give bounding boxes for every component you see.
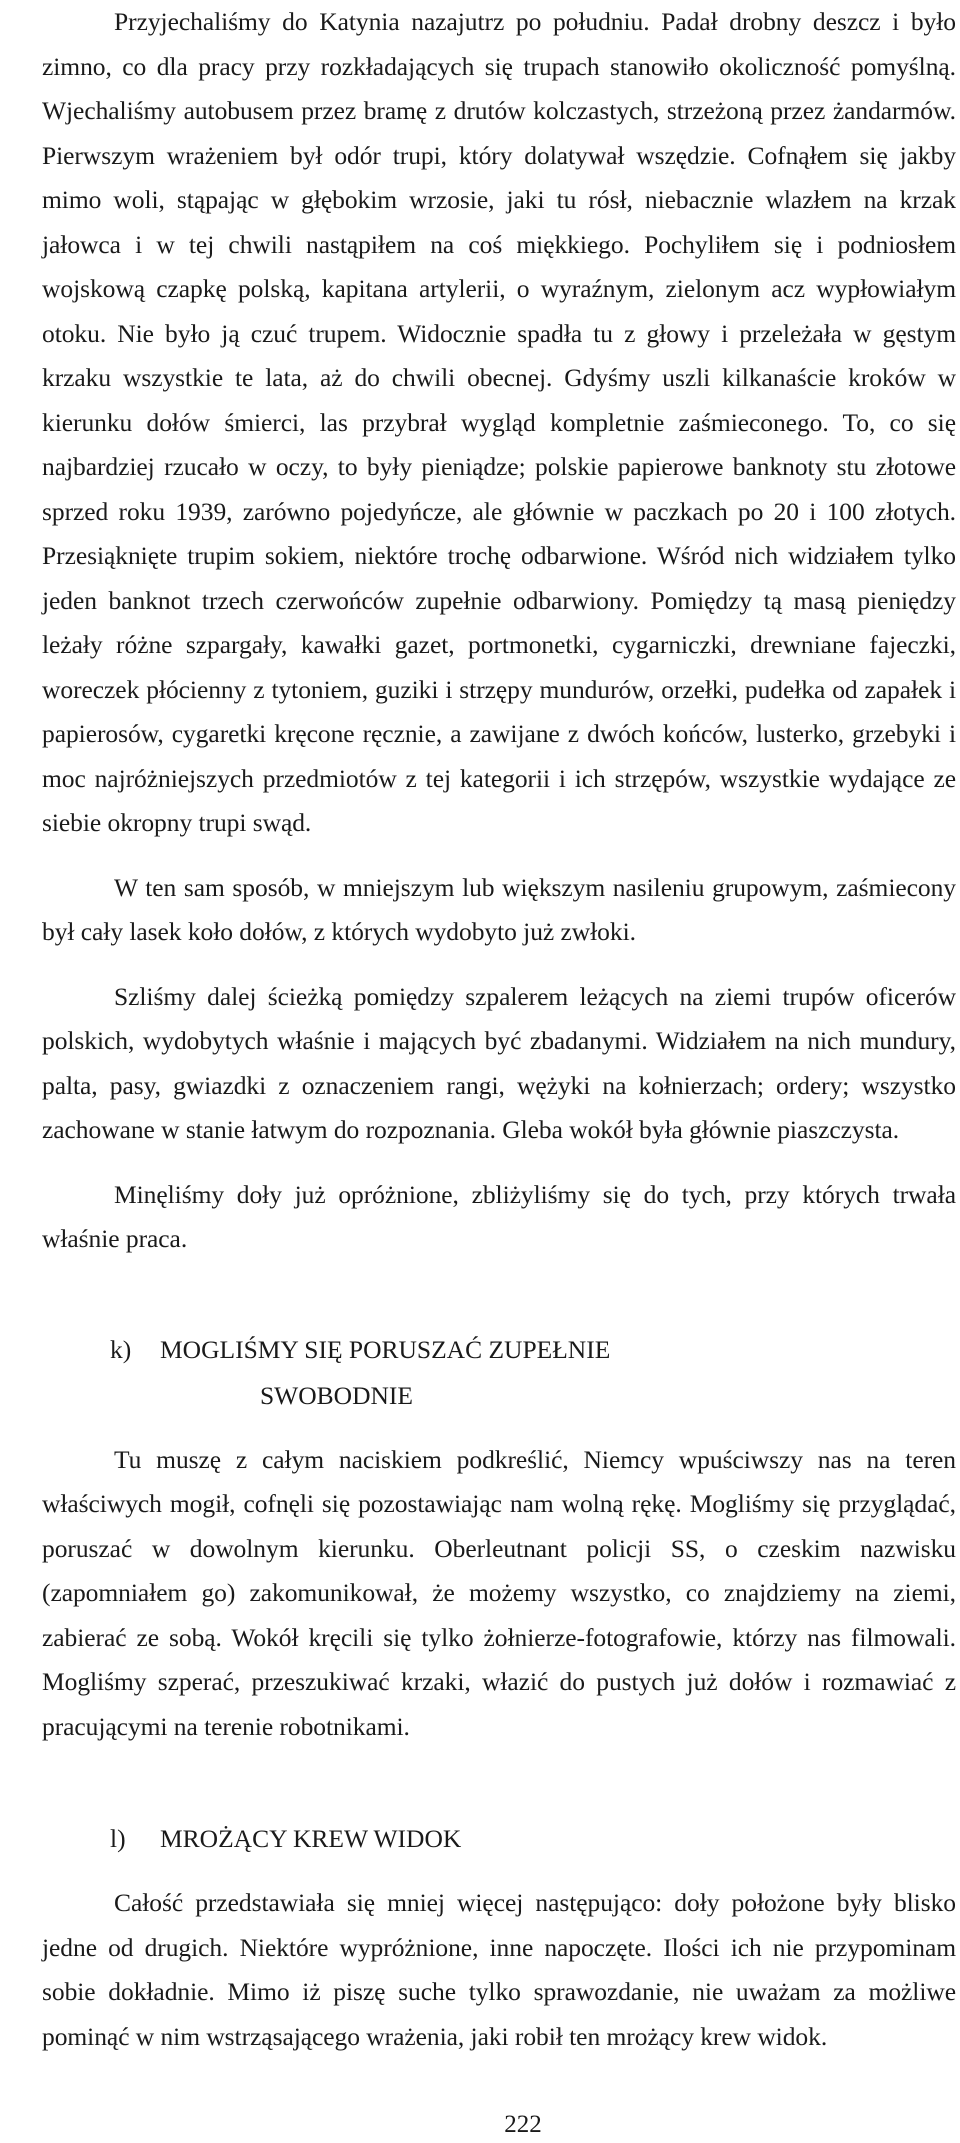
paragraph-chilling-view: Całość przedstawiała się mniej więcej następująco: doły położone były blisko jedne od drugich. Niektóre wypróżnione, inne napoczęte. Ilości ich nie przypominam sobie dokładnie. Mimo iż piszę suche tylko sprawozdanie, nie uważam za możliwe pominąć w nim wstrząsającego wrażenia, jaki robił ten mrożący krew widok. [42,1888,956,2051]
paragraph-officers-bodies: Szliśmy dalej ścieżką pomiędzy szpalerem leżących na ziemi trupów oficerów polskich, wydobytych właśnie i mających być zbadanymi. Widziałem na nich mundury, palta, pasy, gwiazdki z oznaczeniem rangi, wężyki na kołnierzach; ordery; wszystko zachowane w stanie łatwym do rozpoznania. Gleba wokół była głównie piaszczysta. [42,981,956,1144]
paragraph-free-movement: Tu muszę z całym naciskiem podkreślić, Niemcy wpuściwszy nas na teren właściwych mogił, cofnęli się pozostawiając nam wolną rękę. Mogliśmy się przyglądać, poruszać w dowolnym kierunku. Oberleutnant policji SS, o czeskim nazwisku (zapomniałem go) zakomunikował, że możemy wszystko, co znajdziemy na ziemi, zabierać ze sobą. Wokół kręcili się tylko żołnierze-fotografowie, którzy nas filmowali. Mogliśmy szperać, przeszukiwać krzaki, włazić do pustych już dołów i rozmawiać z pracującymi na terenie robotnikami. [42,1444,956,1741]
section-heading-k [42,1328,956,1418]
heading-l-marker: l) [110,1824,126,1853]
paragraph-arrival: Przyjechaliśmy do Katynia nazajutrz po południu. Padał drobny deszcz i było zimno, co dla pracy przy rozkładających się trupach stanowiło okoliczność pomyślną. Wjechaliśmy autobusem przez bramę z drutów kolczastych, strzeżoną przez żandarmów. Pierwszym wrażeniem był odór trupi, który dolatywał wszędzie. Cofnąłem się jakby mimo woli, stąpając w głębokim wrzosie, jaki tu rósł, niebacznie wlazłem na krzak jałowca i w tej chwili nastąpiłem na coś miękkiego. Pochyliłem się i podniosłem wojskową czapkę polską, kapitana artylerii, o wyraźnym, zielonym acz wypłowiałym otoku. Nie było ją czuć trupem. Widocznie spadła tu z głowy i przeleżała w gęstym krzaku wszystkie te lata, aż do chwili obecnej. Gdyśmy uszli kilkanaście kroków w kierunku dołów śmierci, las przybrał wygląd kompletnie zaśmieconego. To, co się najbardziej rzucało w oczy, to były pieniądze; polskie papierowe banknoty stu złotowe sprzed roku 1939, zarówno pojedyńcze, ale głównie w paczkach po 20 i 100 złotych. Przesiąknięte trupim sokiem, niektóre trochę odbarwione. Wśród nich widziałem tylko jeden banknot trzech czerwońców zupełnie odbarwiony. Pomiędzy tą masą pieniędzy leżały różne szpargały, kawałki gazet, portmonetki, cygarniczki, drewniane fajeczki, woreczek płócienny z tytoniem, guziki i strzępy mundurów, orzełki, pudełka od zapałek i papierosów, cygaretki kręcone ręcznie, a zawijane z dwóch końców, lusterko, grzebyki i moc najróżniejszych przedmiotów z tej kategorii i ich strzępów, wszystkie wydające ze siebie okropny trupi swąd. [42,7,956,837]
paragraph-littered-grove: W ten sam sposób, w mniejszym lub większym nasileniu grupowym, zaśmiecony był cały lasek koło dołów, z których wydobyto już zwłoki. [42,872,956,946]
heading-k-marker: k) [110,1334,132,1364]
heading-l-title: MROŻĄCY KREW WIDOK [160,1824,462,1853]
paragraph-pits: Minęliśmy doły już opróżnione, zbliżyliśmy się do tych, przy których trwała właśnie praca. [42,1179,956,1253]
heading-k-title: MOGLIŚMY SIĘ PORUSZAĆ ZUPEŁNIE [160,1334,611,1364]
page-number: 222 [504,2111,542,2138]
heading-k-line1 [42,1328,956,1372]
heading-l-line1 [42,1817,956,1861]
heading-k-line2: SWOBODNIE [260,1380,413,1410]
document-page [42,0,956,2059]
section-heading-l [42,1817,956,1861]
